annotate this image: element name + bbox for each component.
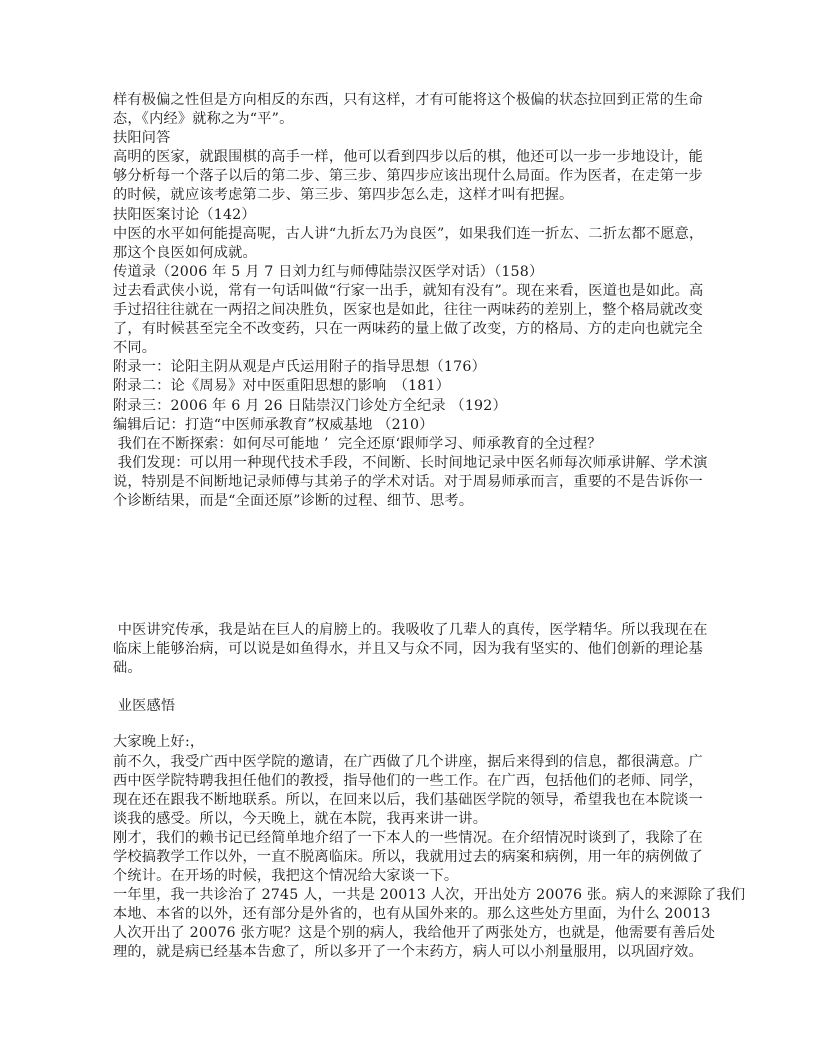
paragraph-line: 西中医学院特聘我担任他们的教授，指导他们的一些工作。在广西，包括他们的老师、同学，: [113, 772, 703, 789]
paragraph-line: 中医讲究传承，我是站在巨人的肩膀上的。我吸收了几辈人的真传，医学精华。所以我现在在: [113, 622, 708, 639]
toc-line: 编辑后记：打造“中医师承教育”权威基地 （210）: [113, 416, 434, 433]
lecture-block: [113, 733, 746, 962]
toc-line: 附录二：论《周易》对中医重阳思想的影响 （181）: [113, 378, 451, 395]
toc-line: 过去看武侠小说，常有一句话叫做“行家一出手，就知有没有”。现在来看，医道也是如此。高: [113, 282, 704, 299]
quote-block: [113, 621, 709, 678]
toc-line: 那这个良医如何成就。: [113, 244, 257, 261]
blank-line: [113, 716, 709, 733]
toc-line: 我们发现：可以用一种现代技术手段，不间断、长时间地记录中医名师每次师承讲解、学术演: [113, 454, 708, 471]
toc-line: 我们在不断探索：如何尽可能地 ’ 完全还原‘跟师学习、师承教育的全过程？: [113, 435, 602, 452]
toc-line: 扶阳医案讨论（142）: [113, 206, 256, 223]
toc-line: 的时候，就应该考虑第二步、第三步、第四步怎么走，这样才叫有把握。: [113, 187, 574, 204]
paragraph-line: 现在还在跟我不断地联系。所以，在回来以后，我们基础医学院的领导，希望我也在本院谈一: [113, 791, 703, 808]
paragraph-line: 临床上能够治病，可以说是如鱼得水，并且又与众不同，因为我有坚实的、他们创新的理论基: [113, 641, 703, 658]
paragraph-line: 础。: [113, 660, 142, 677]
paragraph-line: 前不久，我受广西中医学院的邀请，在广西做了几个讲座，据后来得到的信息，都很满意。广: [113, 753, 703, 770]
toc-line: 高明的医家，就跟围棋的高手一样，他可以看到四步以后的棋，他还可以一步一步地设计，能: [113, 149, 703, 166]
toc-line: 了，有时候甚至完全不改变药，只在一两味药的量上做了改变，方的格局、方的走向也就完全: [113, 321, 703, 338]
toc-line: 手过招往往就在一两招之间决胜负，医家也是如此，往往一两味药的差别上，整个格局就改变: [113, 302, 703, 319]
paragraph-line: 理的，就是病已经基本告愈了，所以多开了一个末药方，病人可以小剂量服用，以巩固疗效。: [113, 944, 703, 961]
toc-line: 样有极偏之性但是方向相反的东西，只有这样，才有可能将这个极偏的状态拉回到正常的生命: [113, 92, 703, 108]
toc-line: 说，特别是不间断地记录师傅与其弟子的学术对话。对于周易师承而言，重要的不是告诉你一: [113, 473, 703, 490]
toc-line: 附录一：论阳主阴从观是卢氏运用附子的指导思想（176）: [113, 359, 486, 376]
paragraph-line: 刚才，我们的赖书记已经简单地介绍了一下本人的一些情况。在介绍情况时谈到了，我除了在: [113, 829, 703, 846]
blank-gap: [113, 511, 709, 621]
toc-line: 传道录（2006 年 5 月 7 日刘力红与师傅陆崇汉医学对话）（158）: [113, 263, 544, 280]
toc-line: 个诊断结果，而是“全面还原”诊断的过程、细节、思考。: [113, 492, 474, 509]
toc-line: 中医的水平如何能提高呢，古人讲“九折厷乃为良医”，如果我们连一折厷、二折厷都不愿意，: [113, 225, 704, 242]
toc-line: 不同。: [113, 340, 157, 357]
paragraph-line: 一年里，我一共诊治了 2745 人，一共是 20013 人次，开出处方 20076 张。病人的来源除了我们: [113, 887, 746, 904]
paragraph-line: 本地、本省的以外，还有部分是外省的，也有从国外来的。那么这些处方里面，为什么 20013: [113, 906, 711, 923]
paragraph-line: 学校搞教学工作以外，一直不脱离临床。所以，我就用过去的病案和病例，用一年的病例做了: [113, 849, 703, 865]
toc-block: [113, 91, 709, 511]
toc-line: 态，《内经》就称之为“平”。: [113, 111, 294, 128]
toc-line: 够分析每一个落子以后的第二步、第三步、第四步应该出现什么局面。作为医者，在走第一步: [113, 168, 703, 185]
paragraph-line: 人次开出了 20076 张方呢？这是个别的病人，我给他开了两张处方，也就是，他需要有善后处: [113, 925, 716, 942]
paragraph-line: 谈我的感受。所以，今天晚上，就在本院，我再来讲一讲。: [113, 810, 488, 827]
section-heading: 业医感悟: [113, 698, 176, 715]
toc-line: 扶阳问答: [113, 130, 171, 147]
paragraph-line: 个统计。在开场的时候，我把这个情况给大家谈一下。: [113, 868, 459, 885]
blank-line: [113, 678, 709, 697]
document-content: [113, 91, 746, 963]
toc-line: 附录三：2006 年 6 月 26 日陆崇汉门诊处方全纪录 （192）: [113, 397, 507, 414]
paragraph-line: 大家晚上好:，: [113, 734, 205, 751]
